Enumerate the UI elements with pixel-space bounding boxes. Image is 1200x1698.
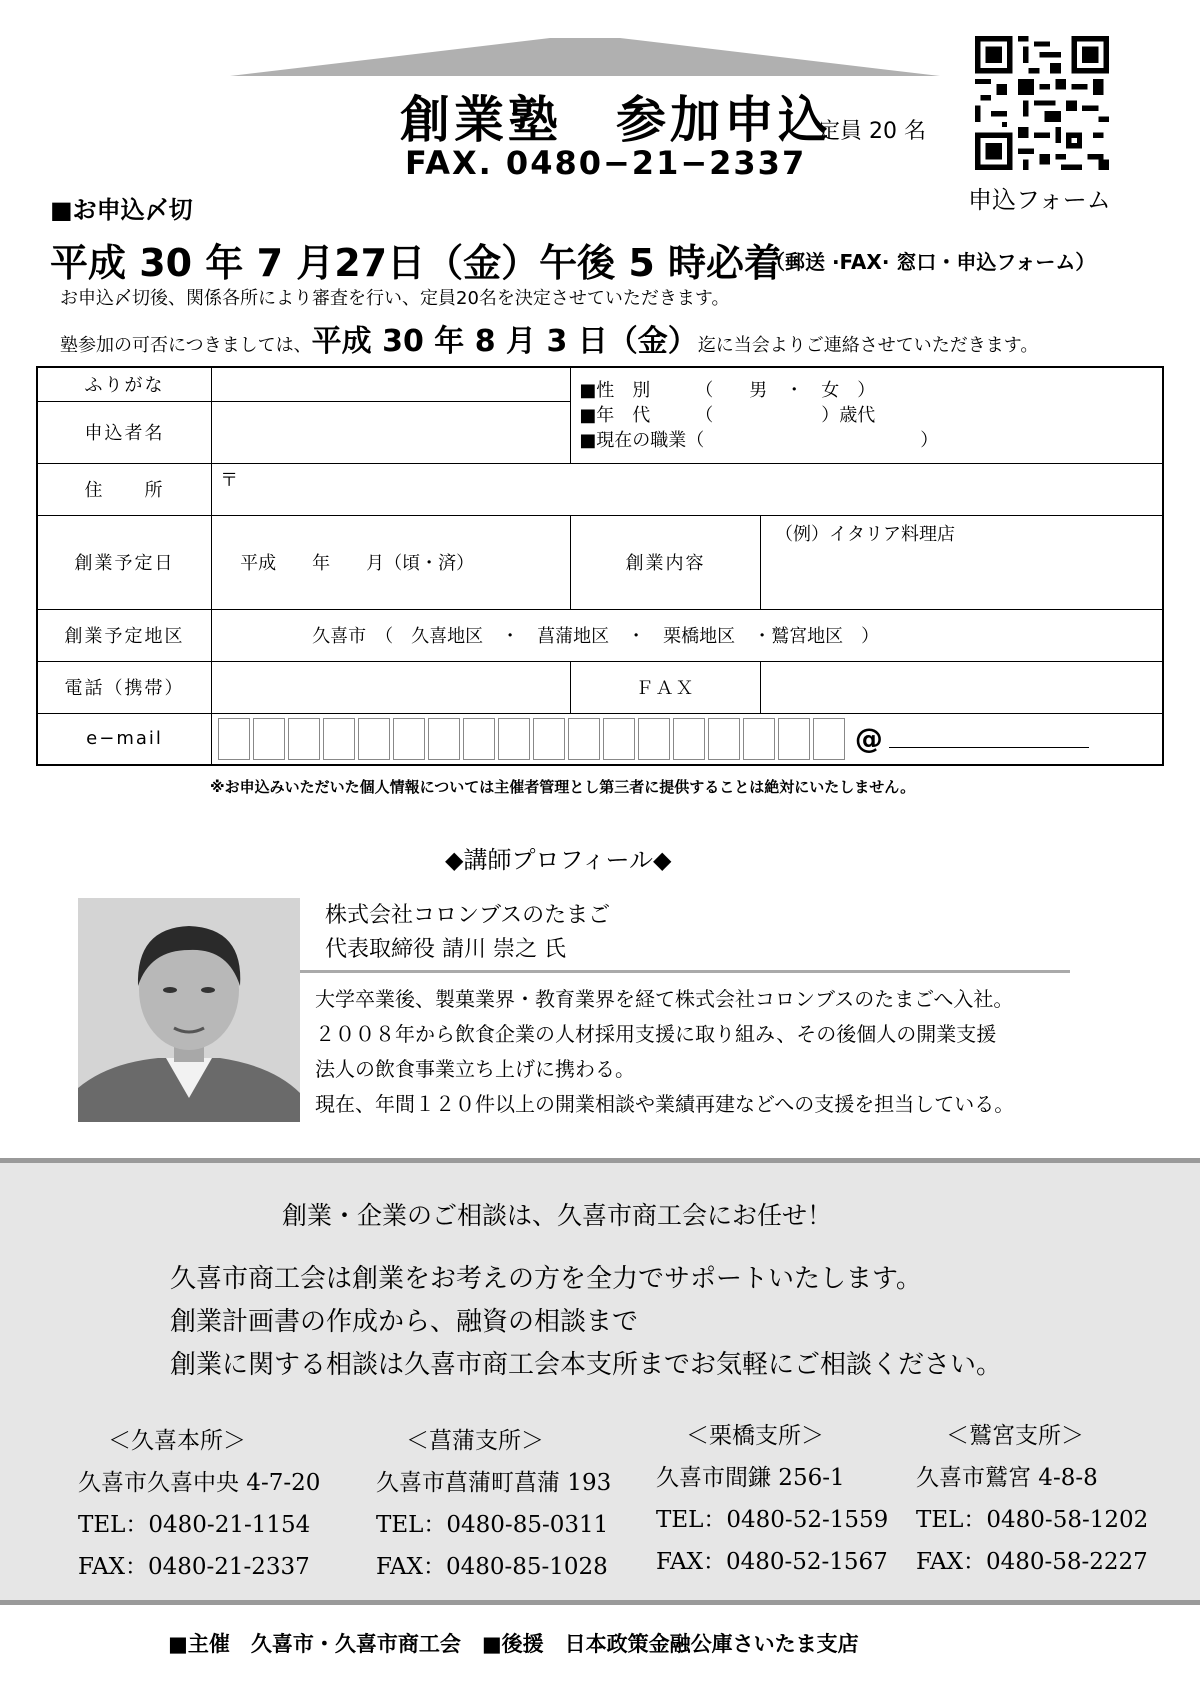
- office-tel: TEL：0480-21-1154: [78, 1512, 311, 1538]
- bio-line: 大学卒業後、製菓業界・教育業界を経て株式会社コロンブスのたまごへ入社。: [315, 987, 1014, 1011]
- phone-label: 電話（携帯）: [37, 661, 212, 713]
- instructor-photo: [78, 898, 300, 1122]
- notification-date: 平成 30 年 8 月 3 日（金）: [311, 324, 698, 359]
- job-field[interactable]: ■現在の職業（ ）: [579, 429, 939, 451]
- privacy-note: ※お申込みいただいた個人情報については主催者管理とし第三者に提供することは絶対にいたしません。: [210, 778, 916, 796]
- selection-note: お申込〆切後、関係各所により審査を行い、定員20名を決定させていただきます。: [60, 288, 730, 309]
- office-tel: TEL：0480-58-1202: [916, 1507, 1149, 1533]
- support-heading: 創業・企業のご相談は、久喜市商工会にお任せ！: [282, 1201, 833, 1230]
- business-content-example: （例）イタリア料理店: [774, 523, 955, 545]
- office-tel: TEL：0480-52-1559: [656, 1507, 889, 1533]
- support-line: 創業計画書の作成から、融資の相談まで: [170, 1307, 639, 1337]
- email-field[interactable]: [212, 713, 1163, 765]
- office-name: ＜久喜本所＞: [108, 1428, 246, 1454]
- office-name: ＜鷲宮支所＞: [946, 1423, 1084, 1449]
- fax-label: ＦＡＸ: [571, 661, 761, 713]
- applicant-name-label: 申込者名: [37, 401, 212, 463]
- office-name: ＜栗橋支所＞: [686, 1423, 824, 1449]
- furigana-label: ふりがな: [37, 367, 212, 401]
- capacity-text: 定員 20 名: [818, 119, 926, 144]
- instructor-bio: [315, 982, 1175, 1122]
- deadline-date: 平成 30 年 7 月27日（金）午後 5 時必着: [50, 241, 783, 285]
- area-label: 創業予定地区: [37, 609, 212, 661]
- age-field[interactable]: ■年 代 （ ）歳代: [579, 404, 876, 426]
- qr-code-icon[interactable]: [975, 36, 1109, 170]
- office-washimiya: [916, 1415, 1148, 1583]
- instructor-company: 株式会社コロンブスのたまご: [325, 903, 611, 928]
- office-tel: TEL：0480-85-0311: [376, 1512, 609, 1538]
- address-label: 住 所: [37, 463, 212, 515]
- bio-line: 法人の飲食事業立ち上げに携わる。: [315, 1057, 635, 1081]
- profile-divider: [300, 970, 1070, 973]
- phone-field[interactable]: [212, 661, 571, 713]
- business-content-label: 創業内容: [571, 515, 761, 609]
- office-name: ＜菖蒲支所＞: [406, 1428, 544, 1454]
- applicant-name-field[interactable]: [212, 401, 571, 463]
- support-line: 創業に関する相談は久喜市商工会本支所までお気軽にご相談ください。: [170, 1350, 1003, 1380]
- postal-mark: 〒: [220, 469, 239, 491]
- bio-line: 現在、年間１２０件以上の開業相談や業績再建などへの支援を担当している。: [315, 1092, 1015, 1116]
- notification-note-post: 迄に当会よりご連絡させていただきます。: [697, 335, 1039, 356]
- office-address: 久喜市鷲宮 4-8-8: [916, 1465, 1098, 1491]
- office-fax: FAX：0480-52-1567: [656, 1549, 888, 1575]
- notification-note-pre: 塾参加の可否につきましては、: [60, 335, 312, 356]
- deadline-label: ■お申込〆切: [50, 196, 193, 224]
- office-fax: FAX：0480-21-2337: [78, 1554, 310, 1580]
- support-top-border: [0, 1158, 1200, 1163]
- area-options[interactable]: 久喜市 （ 久喜地区 ・ 菖蒲地区 ・ 栗橋地区 ・鷲宮地区 ）: [212, 609, 1163, 661]
- business-content-field[interactable]: [760, 515, 1163, 609]
- personal-info-block: [571, 367, 1163, 463]
- support-line: 久喜市商工会は創業をお考えの方を全力でサポートいたします。: [170, 1264, 922, 1294]
- deadline-methods: （郵送 ·FAX· 窓口・申込フォーム）: [765, 250, 1096, 274]
- organizer-footer: ■主催 久喜市・久喜市商工会 ■後援 日本政策金融公庫さいたま支店: [168, 1632, 859, 1656]
- profile-heading: ◆講師プロフィール◆: [445, 846, 672, 874]
- instructor-name: 代表取締役 請川 崇之 氏: [325, 937, 566, 962]
- address-field[interactable]: [212, 463, 1163, 515]
- notification-note: [60, 316, 1038, 360]
- header-roof-shape: [230, 38, 940, 78]
- bio-line: ２００８年から飲食企業の人材採用支援に取り組み、その後個人の開業支援: [315, 1022, 997, 1046]
- page-title: 創業塾 参加申込: [400, 91, 832, 149]
- email-char-boxes[interactable]: [218, 718, 845, 760]
- furigana-field[interactable]: [212, 367, 571, 401]
- office-kuki-main: [78, 1420, 320, 1588]
- email-at-sign: @: [854, 722, 883, 756]
- office-address: 久喜市菖蒲町菖蒲 193: [376, 1470, 612, 1496]
- start-date-field[interactable]: 平成 年 月（頃・済）: [212, 515, 571, 609]
- office-kurihashi: [656, 1415, 888, 1583]
- email-label: e−mail: [37, 713, 212, 765]
- office-address: 久喜市久喜中央 4-7-20: [78, 1470, 321, 1496]
- gender-field[interactable]: ■性 別 （ 男 ・ 女 ）: [579, 379, 876, 401]
- support-bottom-border: [0, 1600, 1200, 1605]
- office-fax: FAX：0480-85-1028: [376, 1554, 608, 1580]
- application-form: [36, 366, 1164, 766]
- start-date-label: 創業予定日: [37, 515, 212, 609]
- fax-field[interactable]: [760, 661, 1163, 713]
- qr-label: 申込フォーム: [968, 186, 1111, 214]
- fax-number: FAX. 0480−21−2337: [405, 144, 807, 182]
- office-address: 久喜市間鎌 256-1: [656, 1465, 845, 1491]
- office-fax: FAX：0480-58-2227: [916, 1549, 1148, 1575]
- office-shobu: [376, 1420, 611, 1588]
- email-domain-line[interactable]: [889, 747, 1089, 748]
- support-text: [170, 1258, 1002, 1387]
